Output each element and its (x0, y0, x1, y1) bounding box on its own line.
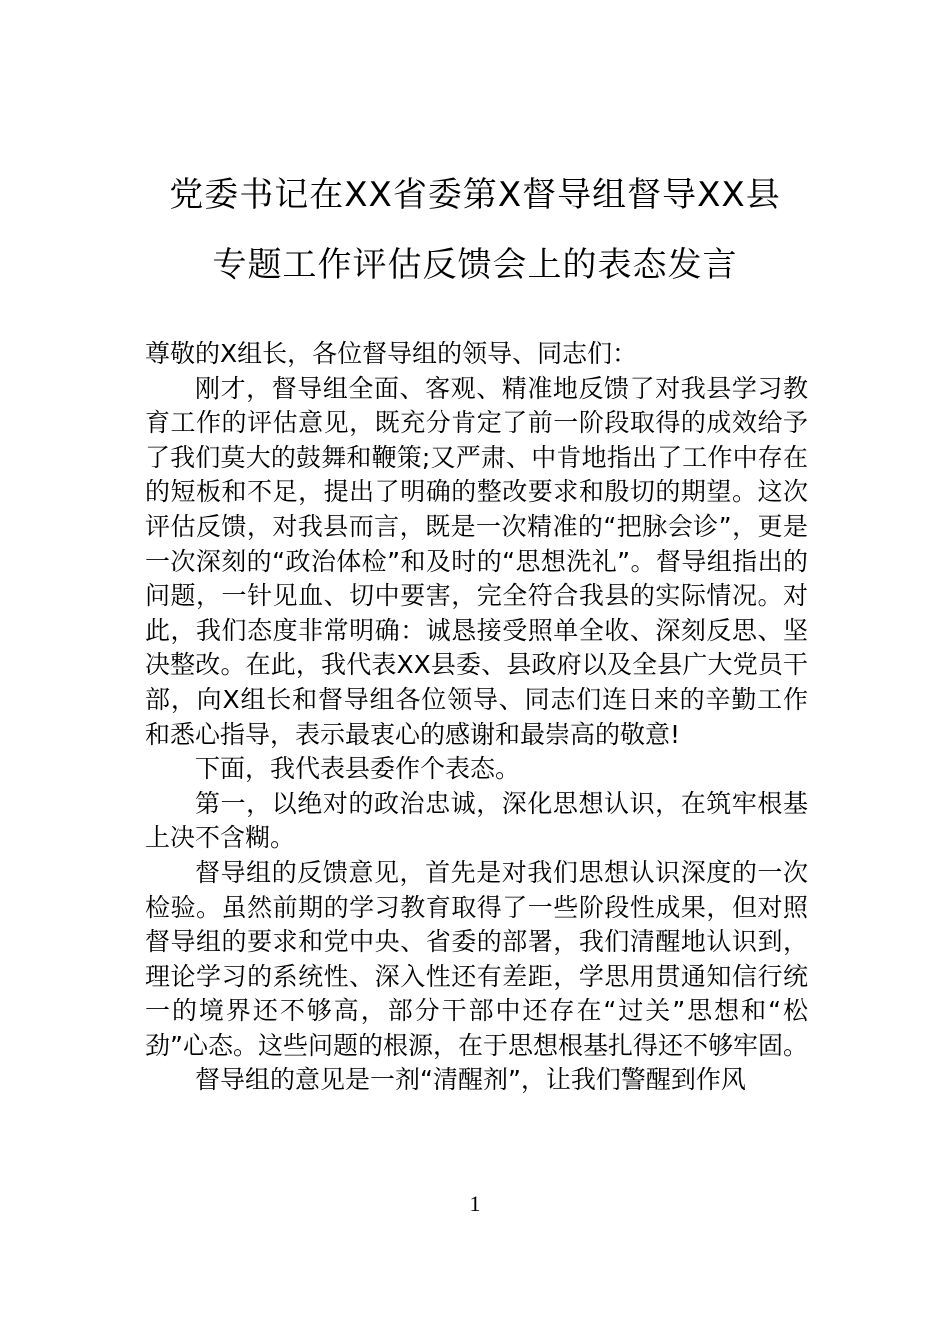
document-title-line-1: 党委书记在XX省委第X督导组督导XX县 (169, 175, 781, 215)
paragraph-statement: 下面，我代表县委作个表态。 (195, 754, 521, 784)
page-number: 1 (469, 1191, 481, 1216)
document-title-line-2: 专题工作评估反馈会上的表态发言 (212, 245, 738, 285)
document-body (145, 337, 808, 1098)
section-heading: 第一，以绝对的政治忠诚，深化思想认识，在筑牢根基上决不含糊。 (145, 788, 808, 853)
paragraph-continued: 督导组的意见是一剂“清醒剂”，让我们警醒到作风 (195, 1065, 746, 1095)
paragraph-feedback: 督导组的反馈意见，首先是对我们思想认识深度的一次检验。虽然前期的学习教育取得了一些阶段性成果，但对照督导组的要求和党中央、省委的部署，我们清醒地认识到，理论学习的系统性、深入性还有差距，学思用贯通知信行统一的境界还不够高，部分干部中还存在“过关”思想和“松劲”心态。这些问题的根源，在于思想根基扎得还不够牢固。 (145, 857, 808, 1060)
salutation: 尊敬的X组长，各位督导组的领导、同志们： (145, 339, 638, 368)
paragraph-intro: 刚才，督导组全面、客观、精准地反馈了对我县学习教育工作的评估意见，既充分肯定了前一阶段取得的成效给予了我们莫大的鼓舞和鞭策;又严肃、中肯地指出了工作中存在的短板和不足，提出了明确的整改要求和殷切的期望。这次评估反馈，对我县而言，既是一次精准的“把脉会诊”，更是一次深刻的“政治体检”和及时的“思想洗礼”。督导组指出的问题，一针见血、切中要害，完全符合我县的实际情况。对此，我们态度非常明确：诚恳接受照单全收、深刻反思、坚决整改。在此，我代表XX县委、县政府以及全县广大党员干部，向X组长和督导组各位领导、同志们连日来的辛勤工作和悉心指导，表示最衷心的感谢和最崇高的敬意! (145, 373, 808, 749)
